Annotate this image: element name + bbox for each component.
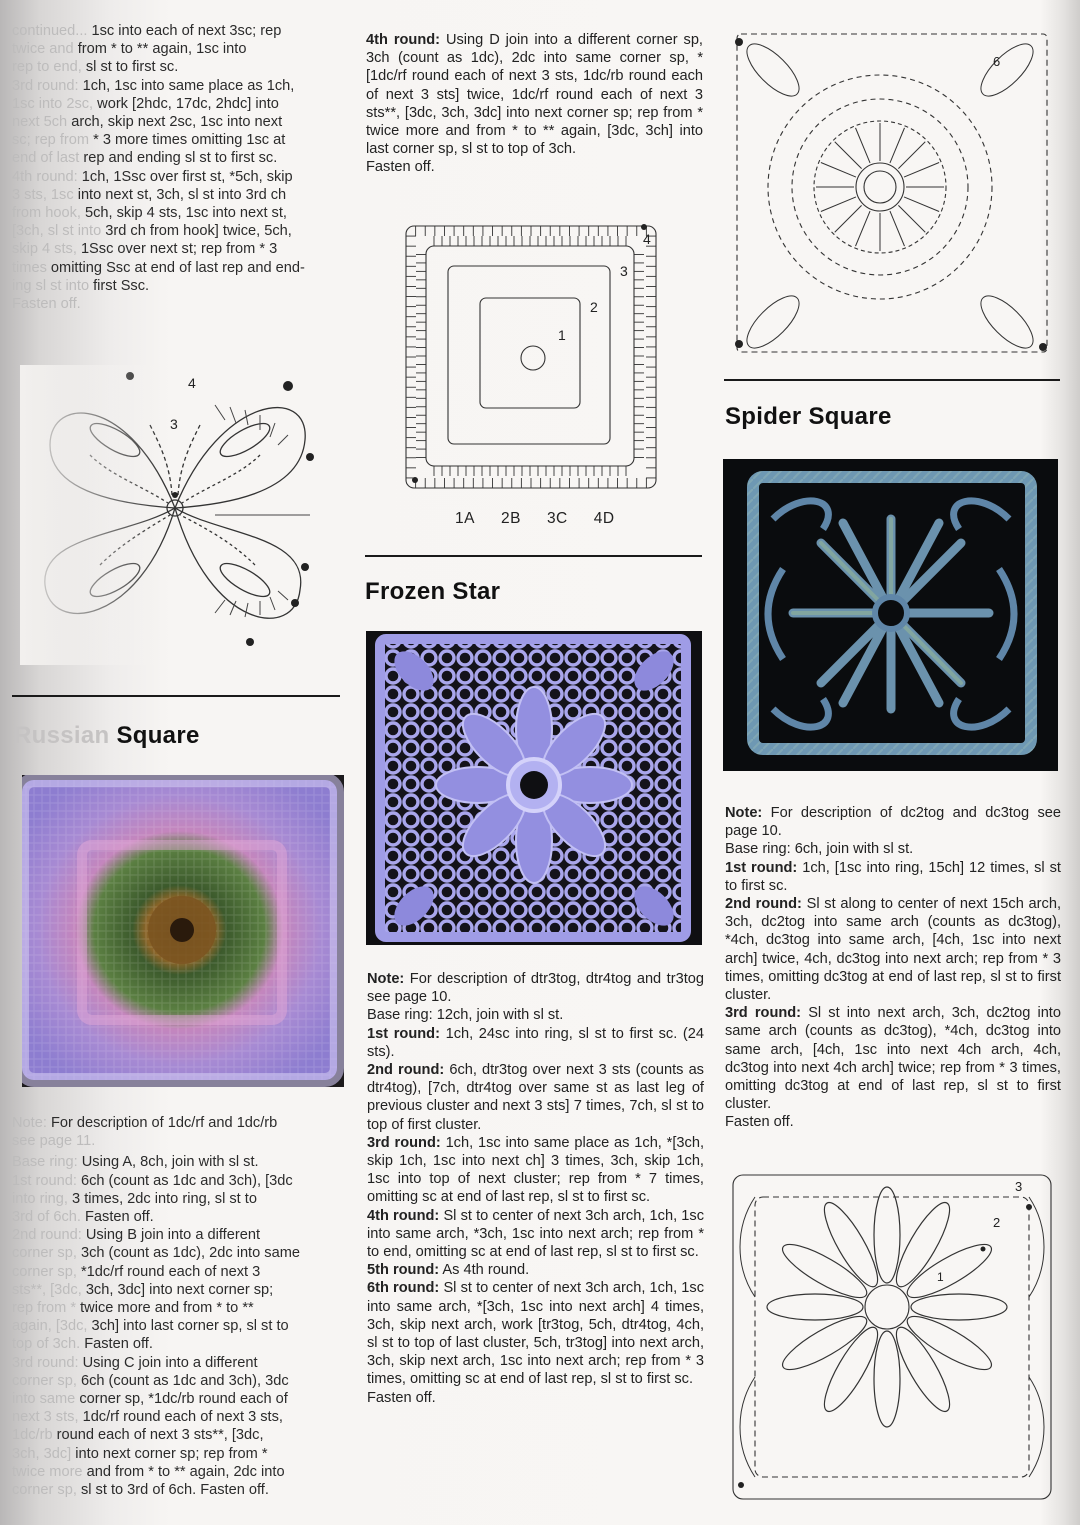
- text-line: 1dc/rb round each of next 3 sts**, [3dc,: [12, 1427, 264, 1444]
- text-line: corner sp, 6ch (count as 1dc and 3ch), 3dc: [12, 1372, 289, 1389]
- fasten-off-text: Fasten off.: [366, 159, 435, 176]
- base-ring-text: Base ring: 6ch, join with sl st.: [725, 841, 914, 858]
- text-line: corner sp, 3ch (count as 1dc), 2dc into same: [12, 1245, 300, 1262]
- text-line: rep from * twice more and from * to **: [12, 1300, 254, 1317]
- diagram-number: 1: [937, 1270, 944, 1284]
- round-instruction: 2nd round: 6ch, dtr3tog over next 3 sts (counts as dtr4tog), [7ch, dtr4tog over same st as last leg of previous cluster and next 3 sts] 7 times, 7ch, sl st to top of first cluster.: [367, 1062, 704, 1133]
- round-instruction: 1st round: 1ch, [1sc into ring, 15ch] 12 times, sl st to first sc.: [725, 859, 1061, 894]
- round-instruction: 3rd round: Sl st into next arch, 3ch, dc2tog into same arch (counts as dc3tog), *4ch, dc3tog into same arch, [4ch, 1sc into next 4ch arch, 4ch, dc3tog into next 4ch arch] twice; rep from * 3 times, omitting dc3tog at end of last rep, sl st to first cluster.: [725, 1005, 1061, 1113]
- diagram-number: 3: [1015, 1179, 1023, 1194]
- color-key-item: 2B: [500, 510, 521, 527]
- frozen-star-chart-diagram: [725, 22, 1060, 362]
- text-line: corner sp, *1dc/rf round each of next 3: [12, 1263, 261, 1280]
- diagram-number: 2: [590, 299, 598, 315]
- text-line: see page 11.: [12, 1133, 96, 1150]
- diagram-number: 3: [620, 263, 628, 279]
- round-instruction: 1st round: 1ch, 24sc into ring, sl st to first sc. (24 sts).: [367, 1025, 704, 1060]
- section-heading: Spider Square: [725, 403, 892, 430]
- color-key: [455, 510, 641, 528]
- text-line: sts**, [3dc, 3ch, 3dc] into next corner sp;: [12, 1281, 274, 1298]
- round-instruction: 4th round: Sl st to center of next 3ch arch, 1ch, 1sc into same arch, *3ch, 1sc into next arch; rep from * to end, omitting sc at end of last rep, sl st to first sc.: [367, 1207, 704, 1261]
- text-line: continued... 1sc into each of next 3sc; rep: [12, 23, 282, 39]
- text-line: next 3 sts, 1dc/rf round each of next 3 sts,: [12, 1409, 283, 1426]
- base-ring-text: Base ring: 12ch, join with sl st.: [367, 1007, 564, 1024]
- spider-square-photo: [723, 459, 1058, 771]
- round-instruction: 4th round: Using D join into a different corner sp, 3ch (count as 1dc), 2dc into same corner sp, *[1dc/rf round each of next 3 sts, 1dc/rb round each of next 3 sts] twice, 1dc/rf round each of next 3 sts**, [3dc, 3ch, 3dc] into next corner sp; rep from * twice more and from * to ** again, [3dc, 3ch] into last corner sp, sl st to top of 3ch.: [366, 32, 703, 158]
- text-line: into ring, 3 times, 2dc into ring, sl st to: [12, 1190, 257, 1207]
- section-divider: [12, 695, 340, 697]
- frozen-star-instructions: [367, 970, 704, 1407]
- spider-square-instructions: [725, 804, 1061, 1132]
- middle-round4-text: [366, 31, 703, 177]
- section-heading: Frozen Star: [365, 578, 501, 605]
- round-instruction: 5th round: As 4th round.: [367, 1262, 530, 1279]
- text-line: into same corner sp, *1dc/rb round each of: [12, 1391, 288, 1408]
- text-line: 1st round: 6ch (count as 1dc and 3ch), [3dc: [12, 1172, 293, 1189]
- section-divider: [365, 555, 702, 557]
- note-text: Note: For description of dc2tog and dc3tog see page 10.: [725, 805, 1061, 840]
- text-line: sc; rep from * 3 more times omitting 1sc at: [12, 132, 286, 149]
- text-line: again, [3dc, 3ch] into last corner sp, sl st to: [12, 1318, 289, 1335]
- russian-square-chart-diagram: [398, 218, 663, 493]
- color-key-item: 3C: [546, 510, 568, 527]
- text-line: next 5ch arch, skip next 2sc, 1sc into next: [12, 114, 283, 131]
- text-line: 3ch, 3dc] into next corner sp; rep from *: [12, 1445, 268, 1462]
- round-instruction: 6th round: Sl st to center of next 3ch arch, 1ch, 1sc into same arch, *[3ch, 1sc into next arch] 4 times, 3ch, skip next arch, work [tr3tog, 5ch, dtr4tog, 4ch, sl st to top of last cluster, 5ch, tr3tog] into next arch, 3ch, skip next arch, 1sc into next arch; rep from * 3 times, omitting sc at end of last rep, sl st to first sc.: [367, 1280, 704, 1388]
- text-line: top of 3ch. Fasten off.: [12, 1336, 153, 1353]
- fasten-off-text: Fasten off.: [367, 1389, 436, 1406]
- left-column-top-text: [12, 22, 342, 313]
- text-line: Base ring: Using A, 8ch, join with sl st.: [12, 1154, 259, 1171]
- text-line: rep to end, sl st to first sc.: [12, 59, 179, 76]
- text-line: 4th round: 1ch, 1Ssc over first st, *5ch, skip: [12, 168, 293, 185]
- round-instruction: 2nd round: Sl st along to center of next 15ch arch, 3ch, dc2tog into same arch (counts as dc3tog), *4ch, dc3tog into same arch, [4ch, 1sc into next arch] twice, 4ch, dc3tog into next arch; rep from * 3 times, omitting dc3tog at end of last rep, sl st to first cluster.: [725, 896, 1061, 1004]
- color-key-item: 4D: [593, 510, 615, 527]
- russian-square-photo: [22, 775, 344, 1087]
- text-line: Fasten off.: [12, 296, 81, 313]
- text-line: 3 sts, 1sc into next st, 3ch, sl st into 3rd ch: [12, 186, 287, 203]
- section-divider: [724, 379, 1060, 381]
- note-text: Note: For description of dtr3tog, dtr4tog and tr3tog see page 10.: [367, 971, 704, 1006]
- butterfly-chart-diagram: [20, 365, 340, 665]
- text-line: twice and from * to ** again, 1sc into: [12, 41, 247, 58]
- text-line: times omitting Ssc at end of last rep and end-: [12, 259, 305, 276]
- spider-square-chart-diagram: [725, 1167, 1060, 1507]
- text-line: [3ch, sl st into 3rd ch from hook] twice, 5ch,: [12, 223, 292, 240]
- fasten-off-text: Fasten off.: [725, 1114, 794, 1131]
- text-line: skip 4 sts, 1Ssc over next st; rep from * 3: [12, 241, 278, 258]
- text-line: corner sp, sl st to 3rd of 6ch. Fasten off.: [12, 1482, 269, 1499]
- diagram-number: 1: [558, 327, 566, 343]
- color-key-item: 1A: [455, 510, 475, 527]
- text-line: twice more and from * to ** again, 2dc into: [12, 1463, 285, 1480]
- section-heading: Russian Square: [14, 722, 200, 749]
- text-line: end of last rep and ending sl st to first sc.: [12, 150, 278, 167]
- text-line: 3rd round: 1ch, 1sc into same place as 1ch,: [12, 77, 295, 94]
- text-line: 1sc into 2sc, work [2hdc, 17dc, 2hdc] into: [12, 95, 279, 112]
- text-line: 2nd round: Using B join into a different: [12, 1227, 260, 1244]
- left-column-bottom-text: [12, 1114, 342, 1499]
- frozen-star-photo: [366, 631, 702, 945]
- text-line: from hook, 5ch, skip 4 sts, 1sc into next st,: [12, 205, 287, 222]
- diagram-number: 4: [643, 231, 651, 247]
- diagram-number: 6: [993, 54, 1001, 69]
- text-line: Note: For description of 1dc/rf and 1dc/rb: [12, 1115, 278, 1131]
- round-instruction: 3rd round: 1ch, 1sc into same place as 1ch, *[3ch, skip 1ch, 1sc into next ch] 3 times, 3ch, skip 1ch, 1sc into top of next cluster; rep from * 7 times, omitting sc at end of last rep, sl st to first sc.: [367, 1134, 704, 1206]
- text-line: ing sl st into first Ssc.: [12, 277, 150, 294]
- diagram-number: 2: [993, 1215, 1001, 1230]
- text-line: 3rd of 6ch. Fasten off.: [12, 1209, 154, 1226]
- text-line: 3rd round: Using C join into a different: [12, 1354, 258, 1371]
